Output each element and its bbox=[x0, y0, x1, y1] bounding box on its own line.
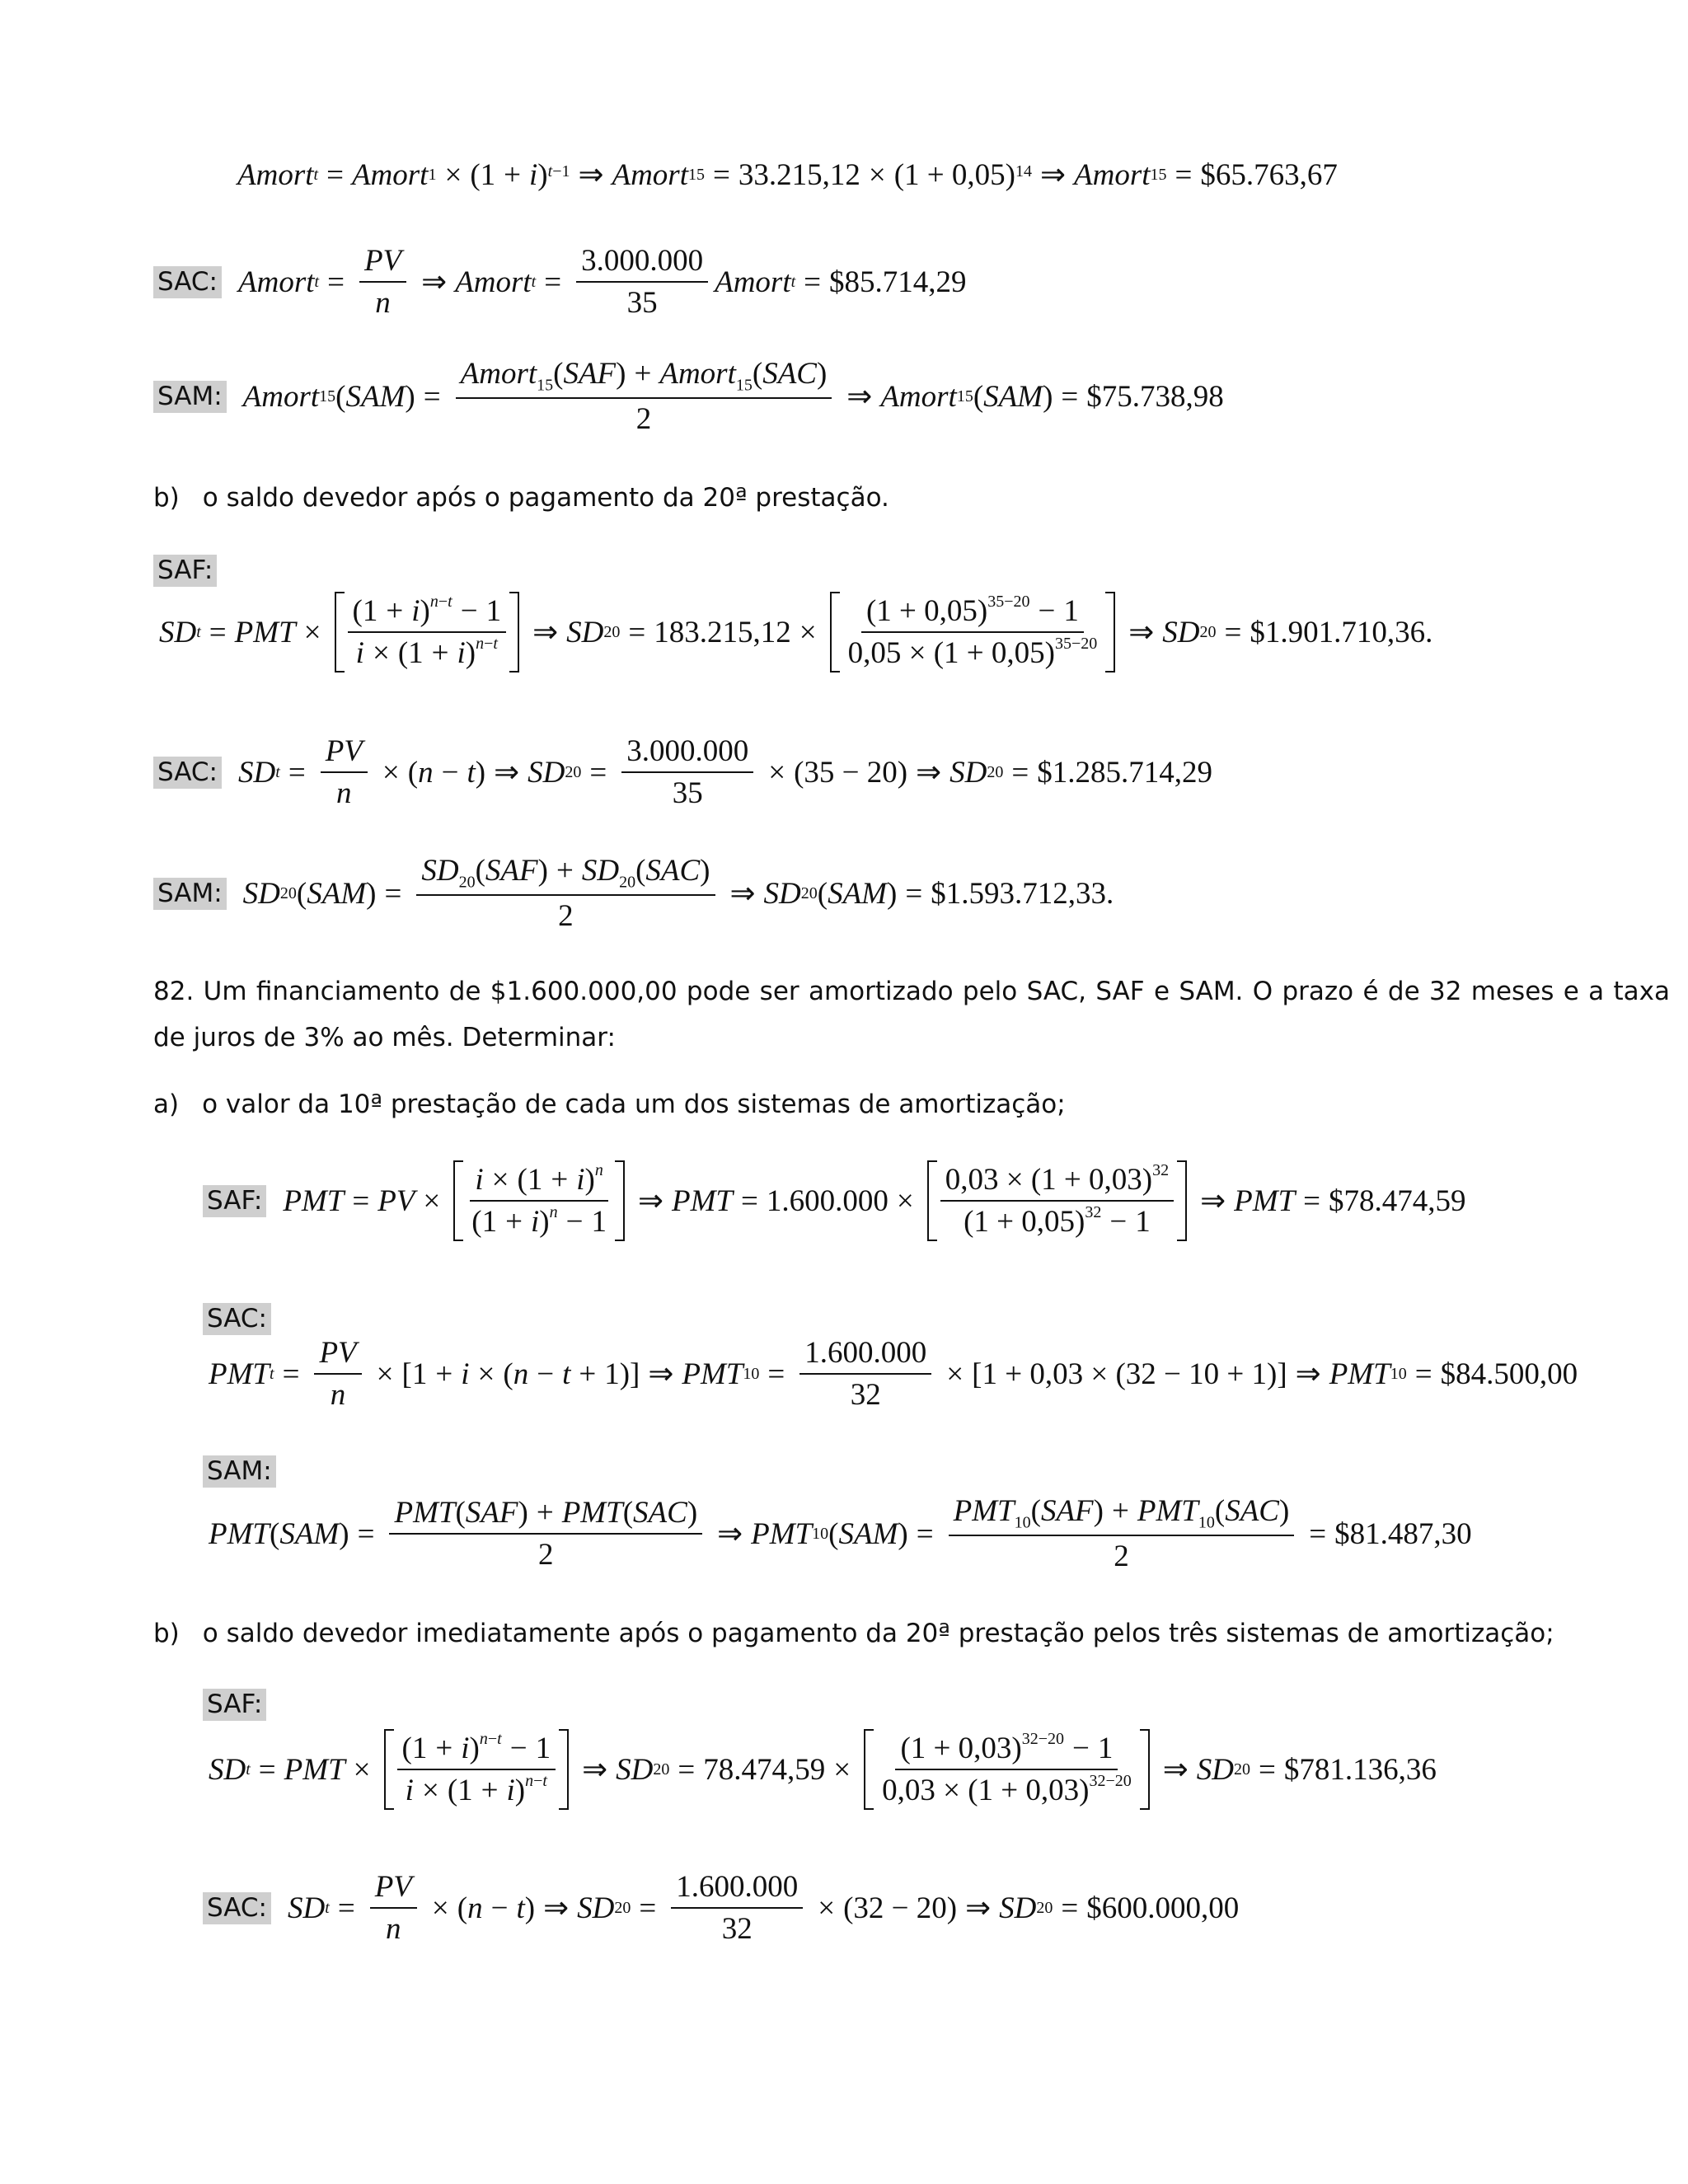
formula-pmt-sac-2: PMT t = $\frac{PV}{n}$ × [1 + i × ( n − t + 1)] ⇒ PMT 10 = $\frac{1.600.000}{32}$ × [1 + 0,03 × (32 − 10 + 1)] ⇒ PMT 10 = $84.500,00 bbox=[209, 1336, 1578, 1412]
amort-sac-result: $85.714,29 bbox=[829, 265, 967, 299]
row-sac-tag-2 bbox=[203, 1304, 271, 1333]
part-a2-text: o valor da 10ª prestação de cada um dos sistemas de amortização; bbox=[202, 1090, 1066, 1119]
part-b2-label: b) bbox=[153, 1619, 180, 1648]
pv2-value: 1.600.000 bbox=[766, 1183, 889, 1218]
sd20-saf-1-result: $1.901.710,36. bbox=[1250, 615, 1433, 649]
amort15-saf-result: $65.763,67 bbox=[1200, 157, 1338, 192]
row-sac-sd-1: SAC: SD t = $\frac{PV}{n}$ × ( n − t ) ⇒ SD 20 = $\frac{3.000.000}{35}$ × (35 − 20) ⇒ SD 20 = $1.285.714,29 bbox=[153, 733, 1212, 811]
formula-sd-saf-2: SD t = PMT × $\frac{(1 + i)^{n-t} - 1}{i \times (1 + i)^{n-t}}$ ⇒ SD 20 = 78.474,59 × $\frac{(1 + 0,03)^{32-20} - 1}{0,03 \times (1 + 0,03)^{32-20}}$ ⇒ SD 20 = $781.136,36 bbox=[209, 1729, 1437, 1810]
part-b1 bbox=[153, 481, 889, 516]
pmt2-value: 78.474,59 bbox=[703, 1752, 826, 1787]
tag-sam-3: SAM: bbox=[203, 1455, 276, 1488]
row-saf-pmt-2: SAF: PMT = PV × $\frac{i \times (1 + i)^n}{(1 + i)^n - 1}$ ⇒ PMT = 1.600.000 × $\frac{0,03 \times (1 + 0,03)^{32}}{(1 + 0,05)^{32} - 1}$ ⇒ PMT = $78.474,59 bbox=[203, 1160, 1466, 1241]
pv2-num-2: 1.600.000 bbox=[671, 1869, 803, 1909]
n2-den: 32 bbox=[850, 1378, 881, 1412]
part-b2-text: o saldo devedor imediatamente após o pagamento da 20ª prestação pelos três sistemas de amortização; bbox=[202, 1619, 1554, 1648]
part-b1-text: o saldo devedor após o pagamento da 20ª prestação. bbox=[202, 483, 889, 513]
tag-saf-3: SAF: bbox=[203, 1689, 266, 1721]
formula-pmt-sam-2: PMT ( SAM ) = $\frac{\text{PMT(SAF) + PMT(SAC)}}{2}$ ⇒ PMT 10 ( SAM ) = $\frac{PMT_{10}(SAF) + PMT_{10}(SAC)}{2}$ = $81.487,30 bbox=[209, 1494, 1472, 1574]
row-saf-tag-3 bbox=[203, 1690, 266, 1719]
pmt10-sam-2-result: $81.487,30 bbox=[1334, 1516, 1472, 1551]
n1-den: 35 bbox=[626, 286, 658, 320]
row-sac-sd-2: SAC: SD t = $\frac{PV}{n}$ × ( n − t ) ⇒ SD 20 = $\frac{1.600.000}{32}$ × (32 − 20) ⇒ SD 20 = $600.000,00 bbox=[203, 1869, 1239, 1947]
pmt1-value: 183.215,12 bbox=[654, 615, 791, 649]
tag-sac: SAC: bbox=[153, 266, 222, 298]
pmt10-sac-2-result: $84.500,00 bbox=[1440, 1357, 1578, 1391]
tag-sam-2: SAM: bbox=[153, 878, 227, 910]
part-b2 bbox=[153, 1617, 1554, 1652]
pv1-num: 3.000.000 bbox=[576, 243, 708, 283]
problem-82: 82. Um financiamento de $1.600.000,00 pode ser amortizado pelo SAC, SAF e SAM. O prazo é de 32 meses e a taxa de juros de 3% ao mês. Determinar: bbox=[153, 977, 1670, 1052]
part-a2 bbox=[153, 1088, 1066, 1122]
row-saf-tag-1 bbox=[153, 555, 217, 585]
amort1-value: 33.215,12 bbox=[738, 157, 860, 192]
tag-sam: SAM: bbox=[153, 381, 227, 413]
tag-sac-2: SAC: bbox=[153, 757, 222, 789]
pv1-num-2: 3.000.000 bbox=[621, 733, 753, 773]
n1-den-2: 35 bbox=[672, 776, 703, 810]
pv2-num: 1.600.000 bbox=[799, 1335, 931, 1375]
row-sam-sd-1: SAM: SD 20 ( SAM ) = $\frac{SD_{20}(SAF) + SD_{20}(SAC)}{2}$ ⇒ SD 20 ( SAM ) = $1.593.712,33. bbox=[153, 853, 1114, 934]
formula-sd-saf-1: SD t = PMT × $\frac{(1 + i)^{n-t} - 1}{i \times (1 + i)^{n-t}}$ ⇒ SD 20 = 183.215,12 × $\frac{(1 + 0,05)^{35-20} - 1}{0,05 \times (1 + 0,05)^{35-20}}$ ⇒ SD 20 = $1.901.710,36. bbox=[159, 592, 1432, 673]
tag-sac-3: SAC: bbox=[203, 1303, 271, 1335]
sd20-sac-2-result: $600.000,00 bbox=[1086, 1891, 1240, 1925]
sd20-saf-2-result: $781.136,36 bbox=[1283, 1752, 1437, 1787]
sd20-sac-1-result: $1.285.714,29 bbox=[1037, 755, 1212, 790]
row-sac-amort: SAC: Amort t = $\frac{PV}{n}$ ⇒ Amort t = $\frac{3.000.000}{35}$ Amort t = $85.714,29 bbox=[153, 243, 967, 321]
row-sam-amort: SAM: Amort 15 ( SAM ) = $\frac{Amort_{15}(SAF) + Amort_{15}(SAC)}{2}$ ⇒ Amort 15 ( SAM ) = $75.738,98 bbox=[153, 356, 1224, 437]
n2-den-2: 32 bbox=[721, 1912, 753, 1946]
tag-sac-4: SAC: bbox=[203, 1892, 271, 1924]
part-b1-label: b) bbox=[153, 483, 180, 513]
sd20-sam-1-result: $1.593.712,33. bbox=[931, 876, 1114, 911]
tag-saf-2: SAF: bbox=[203, 1185, 266, 1217]
tag-saf: SAF: bbox=[153, 555, 217, 587]
amort15-sam-result: $75.738,98 bbox=[1086, 379, 1224, 414]
formula-amort-saf: Amort t = Amort 1 × (1 + i ) $^{t-1}$ ⇒ Amort 15 = 33.215,12 × (1 + 0,05) $^{14}$ ⇒ Amort 15 = $65.763,67 bbox=[237, 157, 1338, 192]
pmt-saf-2-result: $78.474,59 bbox=[1329, 1183, 1466, 1218]
row-sam-tag-2 bbox=[203, 1456, 276, 1486]
part-a2-label: a) bbox=[153, 1090, 180, 1119]
